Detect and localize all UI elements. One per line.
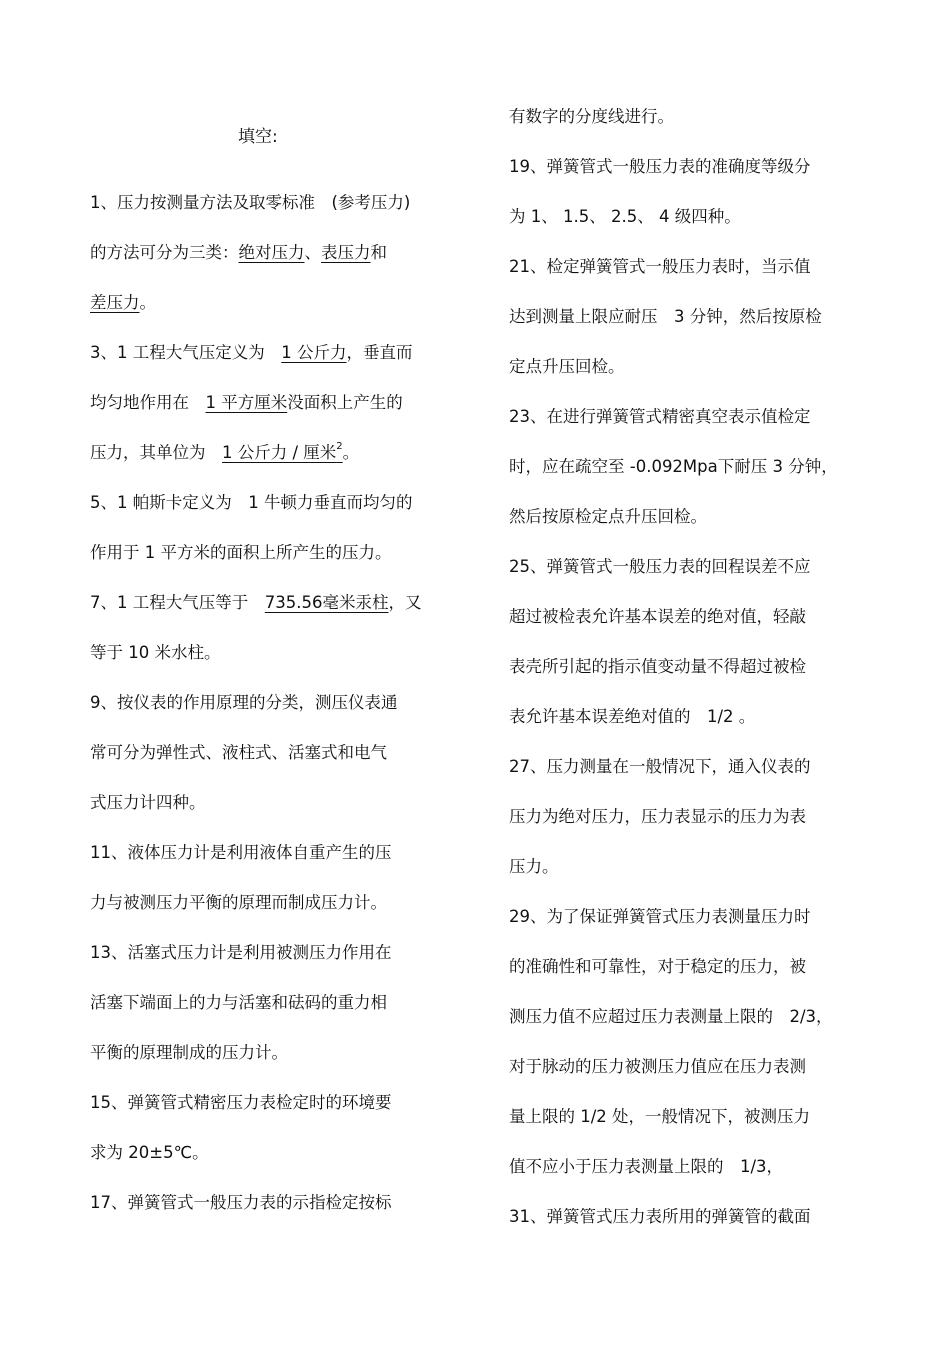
text-line: 7、1 工程大气压等于 735.56毫米汞柱，又 xyxy=(90,593,422,612)
answer-blank: 差压力 xyxy=(90,293,140,312)
text-line: 压力为绝对压力，压力表显示的压力为表 xyxy=(509,807,806,826)
text-line: 表壳所引起的指示值变动量不得超过被检 xyxy=(509,657,806,676)
text-line: 27、压力测量在一般情况下，通入仪表的 xyxy=(509,757,811,776)
answer-blank: 表压力 xyxy=(321,243,371,262)
text-line: 19、弹簧管式一般压力表的准确度等级分 xyxy=(509,157,811,176)
text-line: 对于脉动的压力被测压力值应在压力表测 xyxy=(509,1057,806,1076)
text-line: 5、1 帕斯卡定义为 1 牛顿力垂直而均匀的 xyxy=(90,493,413,512)
text-line: 的准确性和可靠性，对于稳定的压力，被 xyxy=(509,957,806,976)
text-line: 值不应小于压力表测量上限的 1/3， xyxy=(509,1157,784,1176)
text-line: 压力。 xyxy=(509,857,559,876)
text-line: 29、为了保证弹簧管式压力表测量压力时 xyxy=(509,907,811,926)
text-line: 力与被测压力平衡的原理而制成压力计。 xyxy=(90,893,387,912)
answer-blank: 1 公斤力 xyxy=(281,343,347,362)
text-line: 均匀地作用在 1 平方厘米没面积上产生的 xyxy=(90,393,403,412)
text-line: 等于 10 米水柱。 xyxy=(90,643,221,662)
text-line: 9、按仪表的作用原理的分类，测压仪表通 xyxy=(90,693,398,712)
text-line: 23、在进行弹簧管式精密真空表示值检定 xyxy=(509,407,811,426)
text-line: 为 1、 1.5、 2.5、 4 级四种。 xyxy=(509,207,741,226)
section-title: 填空: xyxy=(238,127,278,147)
text-line: 量上限的 1/2 处，一般情况下，被测压力 xyxy=(509,1107,811,1126)
answer-blank: 1 平方厘米 xyxy=(205,393,288,412)
text-line: 3、1 工程大气压定义为 1 公斤力，垂直而 xyxy=(90,343,413,362)
text-line: 21、检定弹簧管式一般压力表时，当示值 xyxy=(509,257,811,276)
text-line: 常可分为弹性式、液柱式、活塞式和电气 xyxy=(90,743,387,762)
text-line: 达到测量上限应耐压 3 分钟，然后按原检 xyxy=(509,307,822,326)
text-line: 超过被检表允许基本误差的绝对值，轻敲 xyxy=(509,607,806,626)
text-line: 作用于 1 平方米的面积上所产生的压力。 xyxy=(90,543,392,562)
answer-blank: 绝对压力 xyxy=(238,243,305,262)
text-line: 25、弹簧管式一般压力表的回程误差不应 xyxy=(509,557,811,576)
text-line: 然后按原检定点升压回检。 xyxy=(509,507,707,526)
text-line: 1、压力按测量方法及取零标准 (参考压力) xyxy=(90,193,411,212)
text-line: 平衡的原理制成的压力计。 xyxy=(90,1043,288,1062)
text-line: 的方法可分为三类：绝对压力、表压力和 xyxy=(90,243,387,262)
text-line: 压力，其单位为 1 公斤力 / 厘米$^2$。 xyxy=(90,441,360,462)
text-line: 时，应在疏空至 -0.092Mpa下耐压 3 分钟， xyxy=(509,457,838,476)
text-line: 差压力。 xyxy=(90,293,156,312)
text-line: 13、活塞式压力计是利用被测压力作用在 xyxy=(90,943,392,962)
text-line: 11、液体压力计是利用液体自重产生的压 xyxy=(90,843,392,862)
text-line: 有数字的分度线进行。 xyxy=(509,107,674,126)
text-line: 活塞下端面上的力与活塞和砝码的重力相 xyxy=(90,993,387,1012)
text-line: 31、弹簧管式压力表所用的弹簧管的截面 xyxy=(509,1207,811,1226)
text-line: 式压力计四种。 xyxy=(90,793,206,812)
text-line: 17、弹簧管式一般压力表的示指检定按标 xyxy=(90,1193,392,1212)
text-line: 定点升压回检。 xyxy=(509,357,625,376)
answer-blank: 735.56毫米汞柱 xyxy=(264,593,389,612)
text-line: 表允许基本误差绝对值的 1/2 。 xyxy=(509,707,756,726)
text-line: 求为 20±5℃。 xyxy=(90,1143,209,1162)
answer-blank: 1 公斤力 / 厘米$^2$ xyxy=(222,441,343,462)
text-line: 15、弹簧管式精密压力表检定时的环境要 xyxy=(90,1093,392,1112)
text-line: 测压力值不应超过压力表测量上限的 2/3， xyxy=(509,1007,833,1026)
